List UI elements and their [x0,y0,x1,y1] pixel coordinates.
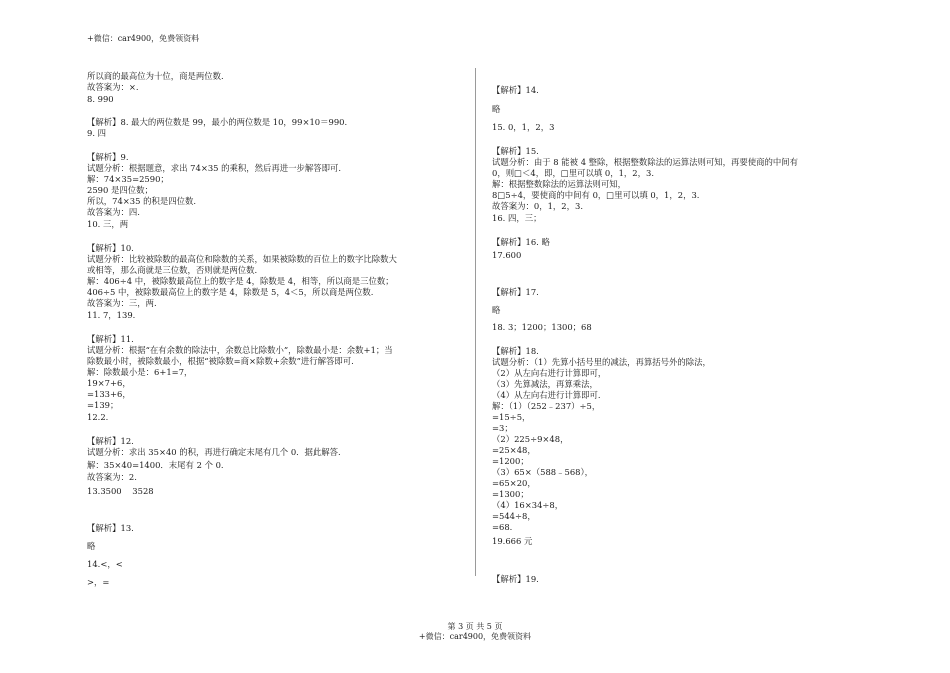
text-line: 2590 是四位数； [87,185,153,195]
text-line: 8□5÷4，要使商的中间有 0，□里可以填 0，1，2，3. [492,190,700,200]
text-line: 试题分析：求出 35×40 的积，再进行确定末尾有几个 0．据此解答. [87,447,341,457]
text-line: 【解析】19. [492,574,539,584]
text-line: 解：74×35=2590； [87,174,169,184]
text-line: 略 [87,541,96,551]
text-line: 略 [492,104,501,114]
text-line: 试题分析：由于 8 能被 4 整除，根据整数除法的运算法则可知，再要使商的中间有 [492,157,799,167]
text-line: 18. 3；1200；1300；68 [492,322,592,332]
text-line: （4）从左向右进行计算即可. [492,390,601,400]
text-line: 故答案为：2. [87,472,137,482]
text-line: 8. 990 [87,94,114,104]
text-line: =1300； [492,489,529,499]
text-line: 11. 7，139. [87,310,136,320]
text-line: 16. 四，三； [492,213,542,223]
text-line: （2）从左向右进行计算即可， [492,368,607,378]
text-line: （3）先算减法，再算乘法， [492,379,598,389]
text-line: 【解析】14. [492,85,539,95]
text-line: 12.2. [87,412,109,422]
text-line: 13.3500 3528 [87,486,154,496]
text-line: 【解析】8. 最大的两位数是 99，最小的两位数是 10，99×10＝990. [87,117,348,127]
text-line: 解：（1）（252﹣237）÷5， [492,401,601,411]
text-line: 19.666 元 [492,536,533,546]
text-line: 故答案为：四. [87,207,140,217]
page-number: 第 3 页 共 5 页 [447,622,503,631]
text-line: （3）65×（588﹣568）， [492,467,594,477]
text-line: 或相等，那么商就是三位数，否则就是两位数. [87,265,258,275]
text-line: 所以商的最高位为十位，商是两位数. [87,71,224,81]
text-line: 【解析】18. [492,346,539,356]
text-line: =139； [87,400,119,410]
text-line: =25×48， [492,445,536,455]
text-line: 【解析】15. [492,146,539,156]
text-line: 故答案为：三，两. [87,298,157,308]
text-line: 解：35×40=1400．末尾有 2 个 0. [87,460,224,470]
text-line: 15. 0，1，2，3 [492,122,555,132]
text-line: 【解析】16. 略 [492,237,550,247]
text-line: 试题分析：根据“在有余数的除法中，余数总比除数小”，除数最小是：余数+1；当 [87,345,393,355]
text-line: =68. [492,522,513,532]
text-line: =133+6， [87,389,131,399]
text-line: >，= [87,577,110,587]
text-line: =544÷8， [492,511,536,521]
text-line: 9. 四 [87,128,107,138]
text-line: 【解析】11. [87,334,134,344]
footer-watermark: +微信：car4900，免费领资料 [418,632,532,641]
text-line: 略 [492,305,501,315]
text-line: 【解析】9. [87,152,129,162]
text-line: 试题分析：比较被除数的最高位和除数的关系，如果被除数的百位上的数字比除数大 [87,254,397,264]
text-line: 10. 三，两 [87,219,129,229]
text-line: 试题分析：根据题意，求出 74×35 的乘积，然后再进一步解答即可. [87,163,342,173]
text-line: 所以，74×35 的积是四位数. [87,196,197,206]
text-line: 【解析】10. [87,243,134,253]
header-watermark: +微信：car4900，免费领资料 [87,34,200,43]
text-line: （2）225÷9×48， [492,434,569,444]
text-line: =1200； [492,456,529,466]
text-line: =65×20， [492,478,536,488]
text-line: =3； [492,423,513,433]
text-line: =15÷5， [492,412,531,422]
text-line: 解：406÷4 中，被除数最高位上的数字是 4，除数是 4，相等，所以商是三位数； [87,276,394,286]
text-line: 解：除数最小是：6+1=7， [87,367,193,377]
text-line: 406÷5 中，被除数最高位上的数字是 4，除数是 5，4＜5，所以商是两位数. [87,287,374,297]
text-line: 19×7+6， [87,378,131,388]
text-line: 17.600 [492,250,522,260]
text-line: 【解析】17. [492,287,539,297]
text-line: 14.<，< [87,559,123,569]
text-line: 故答案为：×. [87,82,139,92]
text-line: 故答案为：0，1，2，3. [492,201,583,211]
text-line: 【解析】12. [87,436,134,446]
text-line: 解：根据整数除法的运算法则可知， [492,179,626,189]
text-line: 试题分析：（1）先算小括号里的减法，再算括号外的除法， [492,357,711,367]
text-line: 【解析】13. [87,523,134,533]
text-line: 0，则□＜4，即，□里可以填 0，1，2，3. [492,168,654,178]
text-line: （4）16×34÷8， [492,500,564,510]
text-line: 除数最小时，被除数最小，根据“被除数=商×除数+余数”进行解答即可. [87,356,354,366]
column-divider [475,68,476,576]
